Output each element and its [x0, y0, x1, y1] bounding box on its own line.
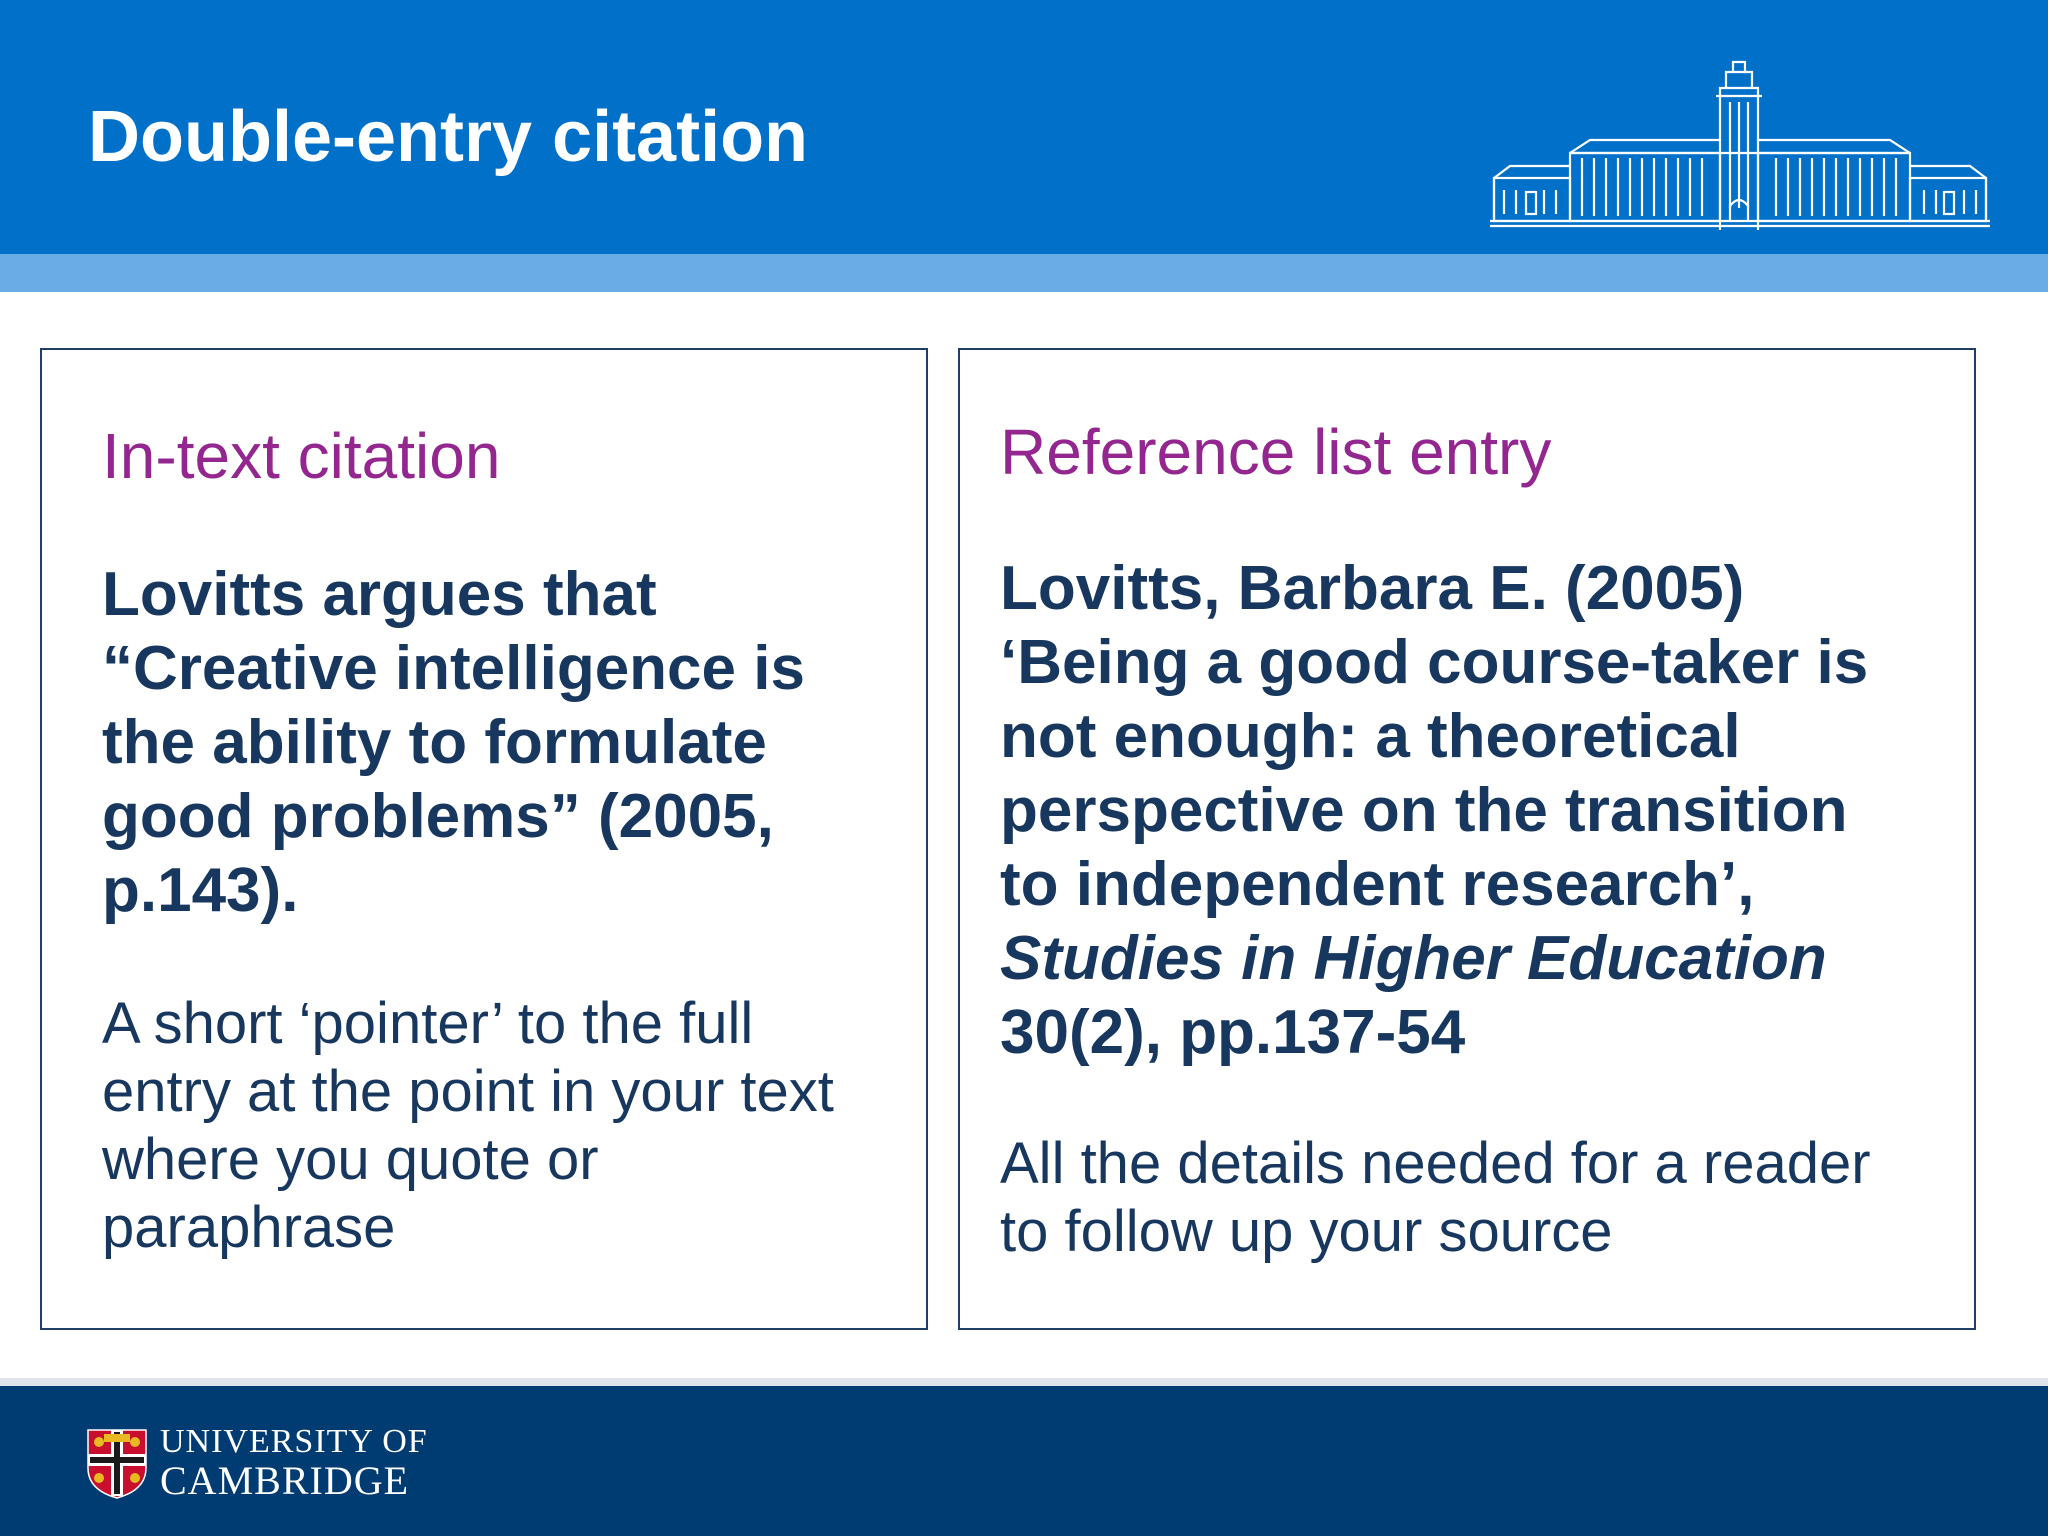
in-text-citation-panel — [40, 348, 928, 1330]
reference-line: 30(2), pp.137-54 — [1000, 998, 1466, 1067]
reference-line: Lovitts, Barbara E. (2005) — [1000, 554, 1745, 623]
description-line: entry at the point in your text — [102, 1059, 834, 1124]
description-line: A short ‘pointer’ to the full — [102, 991, 754, 1056]
reference-line: ‘Being a good course-taker is — [1000, 628, 1869, 697]
reference-list-panel — [958, 348, 1976, 1330]
citation-line: good problems” (2005, — [102, 782, 774, 851]
header-stripe — [0, 254, 2048, 292]
university-crest-icon — [86, 1428, 148, 1500]
description-line: to follow up your source — [1000, 1199, 1613, 1264]
logo-line-2: CAMBRIDGE — [160, 1458, 410, 1503]
panel-description — [1000, 1130, 1970, 1266]
slide-title: Double-entry citation — [88, 97, 809, 177]
citation-line: the ability to formulate — [102, 708, 767, 777]
citation-example — [102, 558, 922, 928]
description-line: paraphrase — [102, 1195, 396, 1260]
description-line: All the details needed for a reader — [1000, 1131, 1871, 1196]
journal-title: Studies in Higher Education — [1000, 924, 1827, 993]
building-icon — [1490, 58, 1990, 230]
citation-line: p.143). — [102, 856, 299, 925]
panel-heading: In-text citation — [102, 420, 501, 492]
description-line: where you quote or — [102, 1127, 599, 1192]
university-logo-text — [160, 1424, 428, 1502]
panel-description — [102, 990, 922, 1262]
reference-line: to independent research’, — [1000, 850, 1755, 919]
citation-line: Lovitts argues that — [102, 560, 657, 629]
reference-line: not enough: a theoretical — [1000, 702, 1741, 771]
panel-heading: Reference list entry — [1000, 416, 1552, 488]
footer-divider — [0, 1378, 2048, 1386]
citation-line: “Creative intelligence is — [102, 634, 805, 703]
reference-line: perspective on the transition — [1000, 776, 1848, 845]
reference-example — [1000, 552, 1970, 1070]
logo-line-1: UNIVERSITY OF — [160, 1423, 428, 1460]
